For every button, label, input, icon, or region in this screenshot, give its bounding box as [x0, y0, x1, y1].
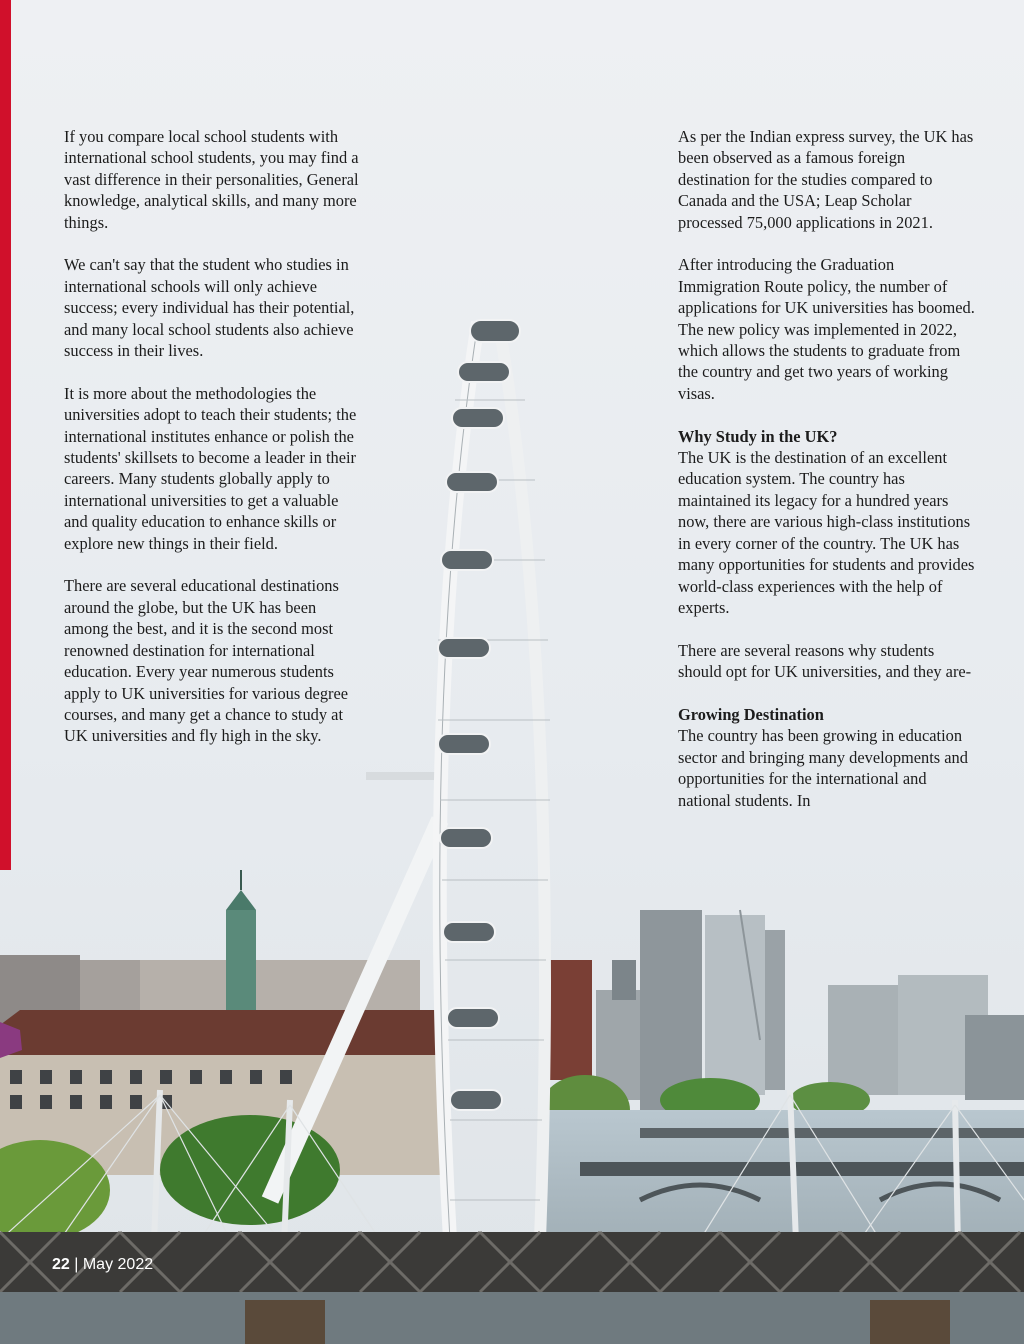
left-column	[64, 126, 364, 768]
footer-separator: |	[69, 1256, 83, 1273]
section-heading-why-study: Why Study in the UK?	[678, 426, 838, 446]
page-number: 22	[52, 1256, 70, 1273]
left-paragraph-2: We can't say that the student who studies in international schools will only achieve success; every individual has their potential, and many local school students also achieve success in their lives.	[64, 255, 355, 361]
right-column	[678, 126, 978, 832]
issue-date: May 2022	[82, 1256, 154, 1273]
page-footer	[52, 1256, 153, 1274]
left-paragraph-4: There are several educational destinations around the globe, but the UK has been among the best, and it is the second most renowned destination for international education. Every year numerous students apply to UK universities for various degree courses, and many get a chance to study at UK universities and fly high in the sky.	[64, 576, 349, 746]
right-paragraph-3: The UK is the destination of an excellent education system. The country has maintained its legacy for a hundred years now, there are various high-class institutions in every corner of the country. The UK has many opportunities for students and provides world-class experiences with the help of experts.	[678, 448, 975, 617]
left-paragraph-1: If you compare local school students with international school students, you may find a vast difference in their personalities, General knowledge, analytical skills, and many more things.	[64, 127, 359, 232]
right-paragraph-2: After introducing the Graduation Immigration Route policy, the number of applications for UK universities has boomed. The new policy was implemented in 2022, which allows the students to graduate from the country and get two years of working visas.	[678, 255, 975, 403]
right-paragraph-4: There are several reasons why students should opt for UK universities, and they are-	[678, 640, 972, 682]
section-heading-growing-destination: Growing Destination	[678, 704, 824, 724]
left-paragraph-3: It is more about the methodologies the universities adopt to teach their students; the international institutes enhance or polish the students' skillsets to become a leader in their careers. Many students globally apply to international universities to get a valuable and quality education to enhance skills or explore new things in their field.	[64, 383, 357, 553]
right-paragraph-1: As per the Indian express survey, the UK has been observed as a famous foreign destination for the studies compared to Canada and the USA; Leap Scholar processed 75,000 applications in 2021.	[678, 127, 974, 232]
accent-bar	[0, 0, 11, 870]
right-paragraph-5: The country has been growing in education sector and bringing many developments and opportunities for the international and national students. In	[678, 726, 968, 810]
